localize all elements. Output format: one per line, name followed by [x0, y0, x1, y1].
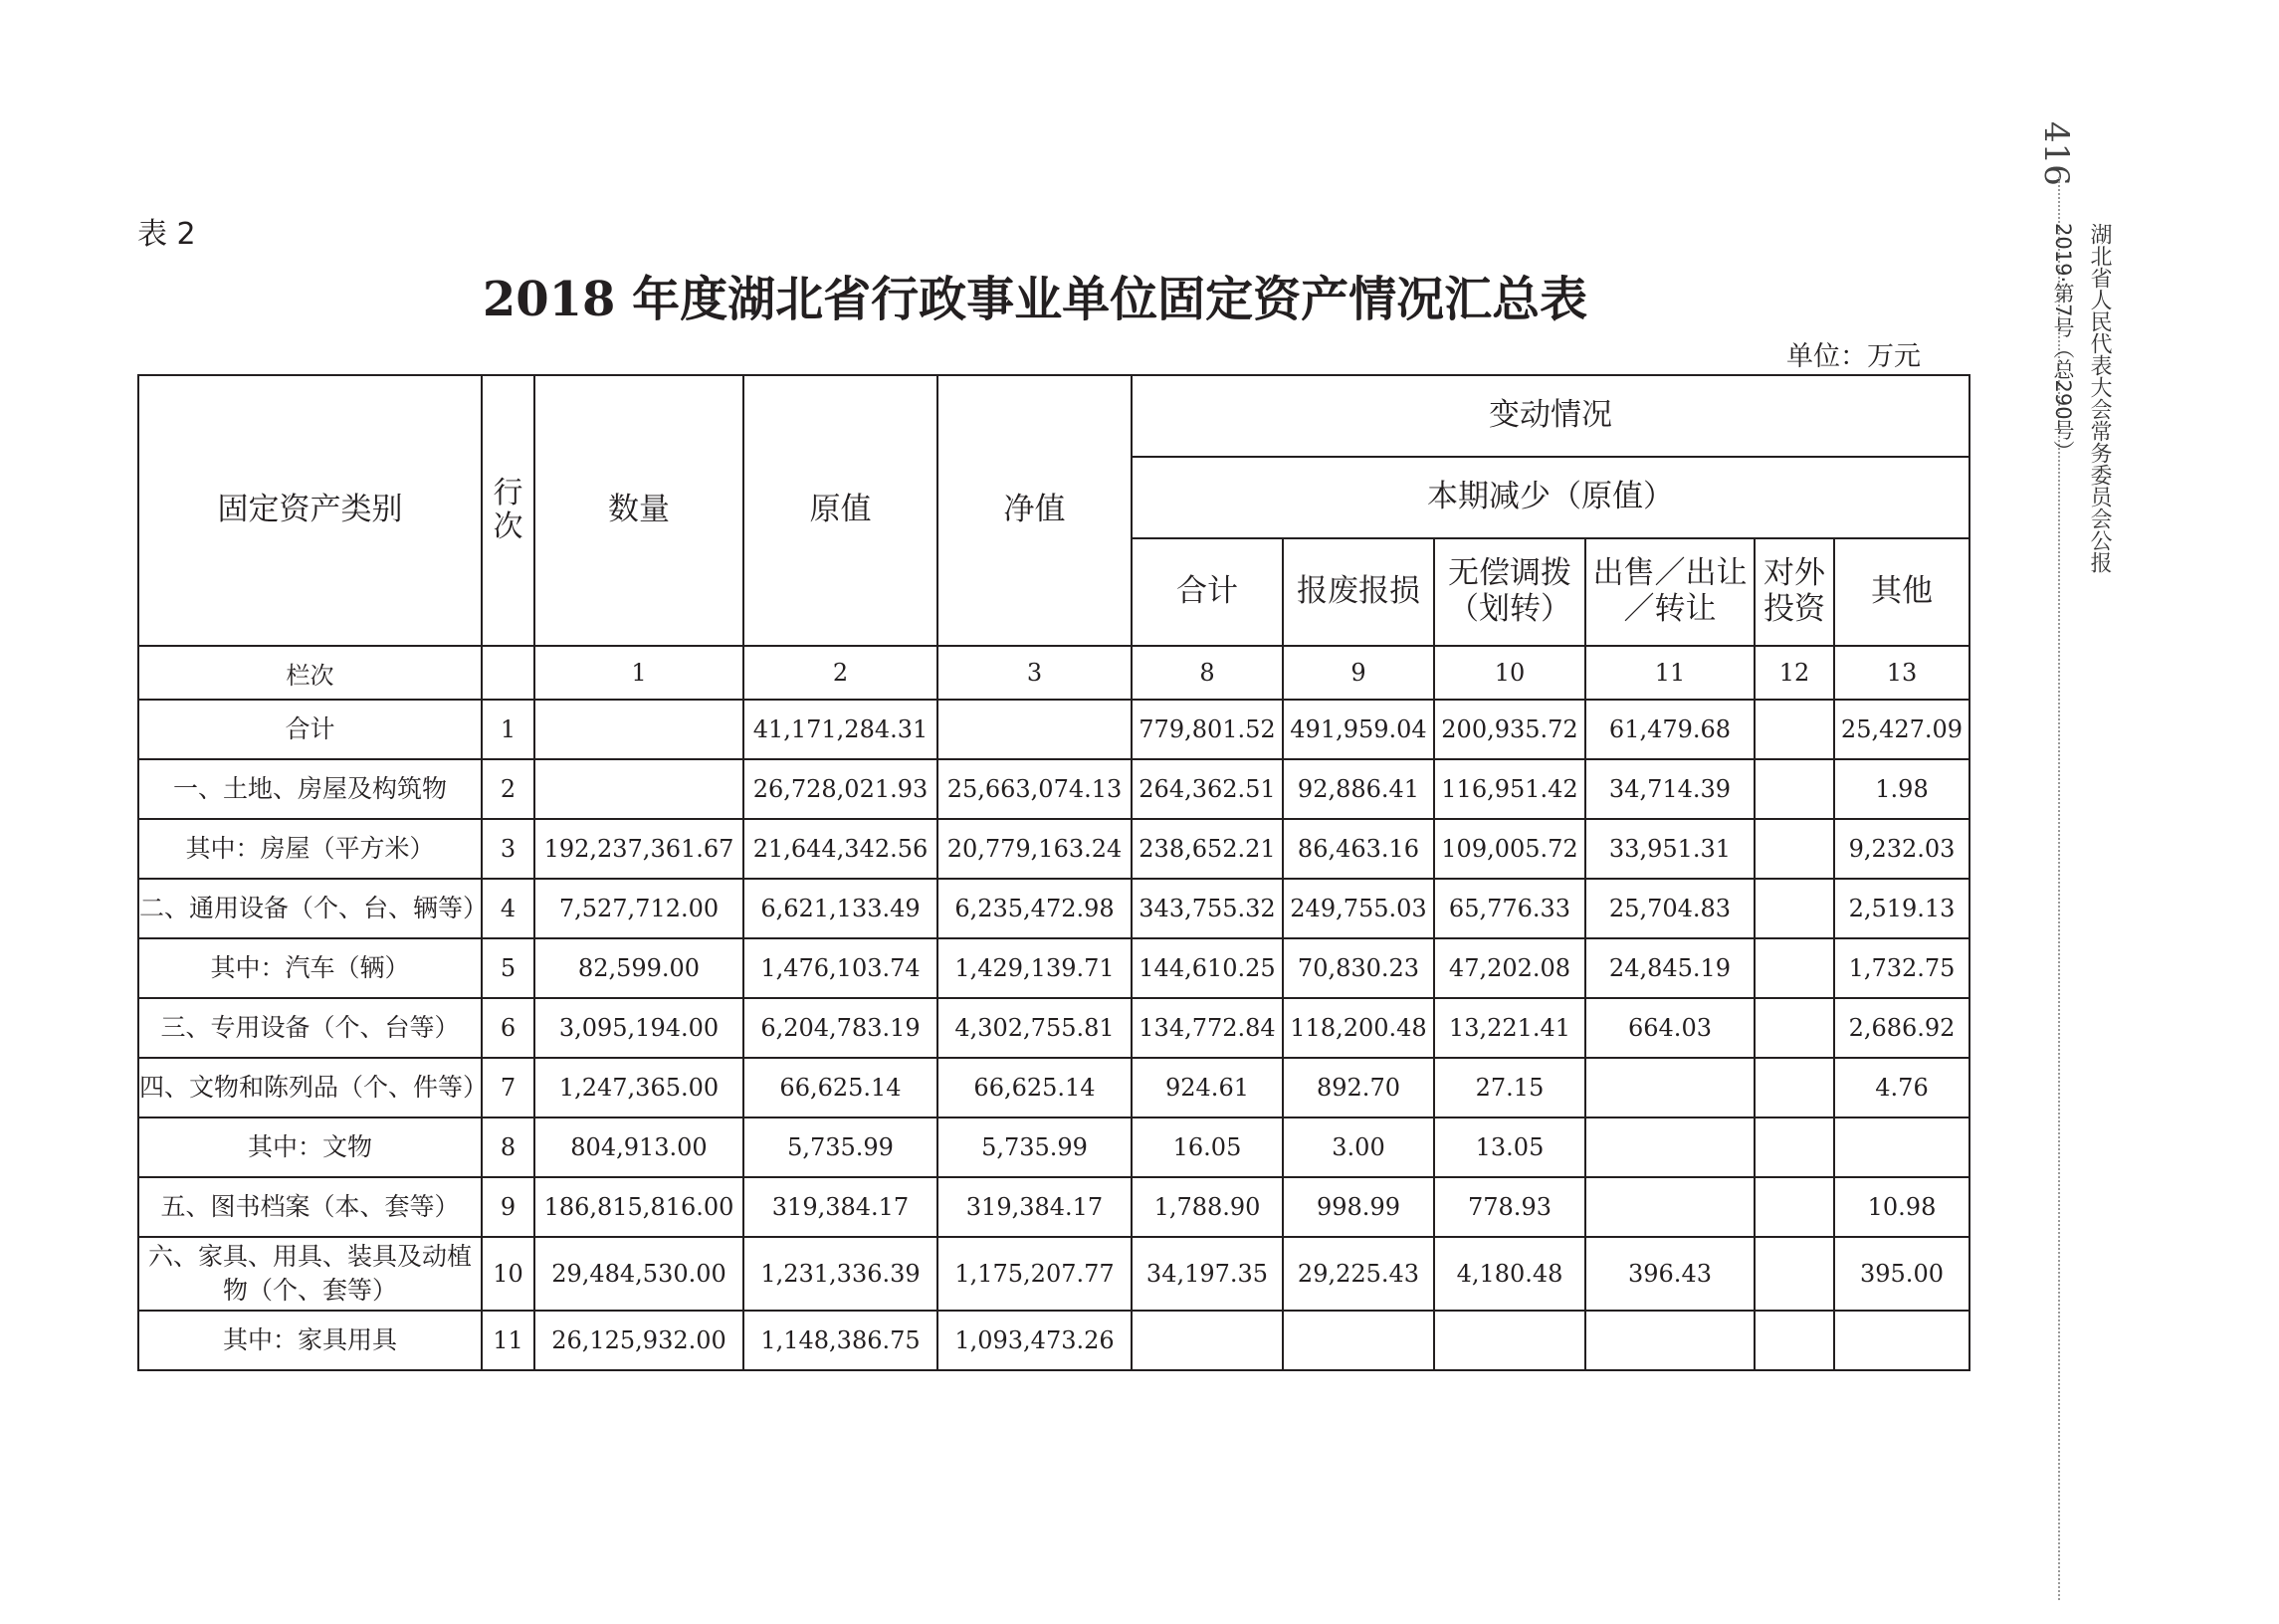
table-cell: 1,788.90	[1132, 1177, 1283, 1237]
table-cell: 1,148,386.75	[743, 1311, 937, 1370]
column-number-row	[138, 646, 1969, 700]
table-cell: 7,527,712.00	[534, 879, 743, 938]
table-cell	[1755, 1311, 1834, 1370]
table-cell	[1755, 759, 1834, 819]
table-cell: 343,755.32	[1132, 879, 1283, 938]
table-cell: 65,776.33	[1434, 879, 1585, 938]
table-row	[138, 819, 1969, 879]
table-cell: 2,686.92	[1834, 998, 1969, 1058]
table-cell: 8	[1132, 646, 1283, 700]
table-cell: 6	[482, 998, 534, 1058]
table-cell: 29,225.43	[1283, 1237, 1434, 1311]
table-cell: 二、通用设备（个、台、辆等）	[138, 879, 482, 938]
table-cell: 9	[1283, 646, 1434, 700]
table-cell: 21,644,342.56	[743, 819, 937, 879]
header-total: 合计	[1132, 538, 1283, 646]
table-cell: 11	[482, 1311, 534, 1370]
table-cell: 29,484,530.00	[534, 1237, 743, 1311]
header-change: 变动情况	[1132, 375, 1969, 457]
table-cell: 9,232.03	[1834, 819, 1969, 879]
table-cell: 1,231,336.39	[743, 1237, 937, 1311]
table-cell: 1,429,139.71	[937, 938, 1132, 998]
table-cell: 1,476,103.74	[743, 938, 937, 998]
table-row	[138, 700, 1969, 759]
table-cell: 10	[482, 1237, 534, 1311]
table-cell: 1,175,207.77	[937, 1237, 1132, 1311]
table-cell: 13	[1834, 646, 1969, 700]
table-row	[138, 1311, 1969, 1370]
table-label: 表 2	[137, 217, 196, 252]
table-cell: 24,845.19	[1585, 938, 1755, 998]
table-cell: 9	[482, 1177, 534, 1237]
page-title: 2018 年度湖北省行政事业单位固定资产情况汇总表	[482, 272, 1588, 327]
header-other: 其他	[1834, 538, 1969, 646]
header-original-value: 原值	[743, 375, 937, 646]
table-cell: 25,704.83	[1585, 879, 1755, 938]
table-cell: 61,479.68	[1585, 700, 1755, 759]
table-cell: 319,384.17	[937, 1177, 1132, 1237]
table-cell	[534, 700, 743, 759]
table-cell: 8	[482, 1117, 534, 1177]
table-cell	[1834, 1311, 1969, 1370]
table-cell	[937, 700, 1132, 759]
table-cell: 1,247,365.00	[534, 1058, 743, 1117]
table-cell	[1585, 1311, 1755, 1370]
header-quantity: 数量	[534, 375, 743, 646]
table-cell: 6,235,472.98	[937, 879, 1132, 938]
table-cell: 13.05	[1434, 1117, 1585, 1177]
table-cell	[1283, 1311, 1434, 1370]
table-cell: 5,735.99	[937, 1117, 1132, 1177]
table-cell: 924.61	[1132, 1058, 1283, 1117]
table-cell: 其中：家具用具	[138, 1311, 482, 1370]
table-row	[138, 1117, 1969, 1177]
table-row	[138, 1177, 1969, 1237]
table-cell	[1755, 998, 1834, 1058]
table-cell: 六、家具、用具、装具及动植物（个、套等）	[138, 1237, 482, 1311]
table-cell: 66,625.14	[743, 1058, 937, 1117]
table-cell: 264,362.51	[1132, 759, 1283, 819]
table-cell: 41,171,284.31	[743, 700, 937, 759]
table-cell: 92,886.41	[1283, 759, 1434, 819]
table-cell: 25,427.09	[1834, 700, 1969, 759]
table-cell: 16.05	[1132, 1117, 1283, 1177]
table-cell: 4	[482, 879, 534, 938]
table-cell: 34,197.35	[1132, 1237, 1283, 1311]
table-cell: 25,663,074.13	[937, 759, 1132, 819]
table-cell: 2	[743, 646, 937, 700]
page-number: 416	[2036, 121, 2076, 186]
header-sale: 出售／出让／转让	[1585, 538, 1755, 646]
table-cell	[1834, 1117, 1969, 1177]
table-cell	[1755, 1177, 1834, 1237]
table-cell: 66,625.14	[937, 1058, 1132, 1117]
table-cell: 12	[1755, 646, 1834, 700]
table-cell	[1755, 700, 1834, 759]
table-cell: 栏次	[138, 646, 482, 700]
table-cell: 2,519.13	[1834, 879, 1969, 938]
table-cell: 1	[534, 646, 743, 700]
table-cell: 3	[937, 646, 1132, 700]
table-cell: 33,951.31	[1585, 819, 1755, 879]
table-cell	[482, 646, 534, 700]
table-cell: 5	[482, 938, 534, 998]
table-cell: 70,830.23	[1283, 938, 1434, 998]
table-cell: 395.00	[1834, 1237, 1969, 1311]
table-cell: 109,005.72	[1434, 819, 1585, 879]
table-cell: 116,951.42	[1434, 759, 1585, 819]
header-category: 固定资产类别	[138, 375, 482, 646]
table-cell: 1.98	[1834, 759, 1969, 819]
table-cell: 491,959.04	[1283, 700, 1434, 759]
journal-name: 湖北省人民代表大会常务委员会公报	[2087, 223, 2112, 573]
table-cell: 319,384.17	[743, 1177, 937, 1237]
table-cell: 一、土地、房屋及构筑物	[138, 759, 482, 819]
table-cell: 6,204,783.19	[743, 998, 937, 1058]
table-cell: 1,093,473.26	[937, 1311, 1132, 1370]
table-row	[138, 879, 1969, 938]
table-cell: 6,621,133.49	[743, 879, 937, 938]
table-cell: 11	[1585, 646, 1755, 700]
table-cell: 192,237,361.67	[534, 819, 743, 879]
table-cell: 3,095,194.00	[534, 998, 743, 1058]
table-cell: 4,302,755.81	[937, 998, 1132, 1058]
table-cell	[1755, 1237, 1834, 1311]
table-cell: 四、文物和陈列品（个、件等）	[138, 1058, 482, 1117]
table-cell	[1585, 1058, 1755, 1117]
table-cell: 779,801.52	[1132, 700, 1283, 759]
table-cell	[1755, 1058, 1834, 1117]
table-cell	[1585, 1177, 1755, 1237]
table-cell: 10.98	[1834, 1177, 1969, 1237]
header-transfer: 无偿调拨（划转）	[1434, 538, 1585, 646]
table-cell: 186,815,816.00	[534, 1177, 743, 1237]
issue-number: 2019·第7号（总290号）	[2051, 223, 2075, 462]
table-row	[138, 1058, 1969, 1117]
table-row	[138, 759, 1969, 819]
table-cell	[1132, 1311, 1283, 1370]
table-cell: 892.70	[1283, 1058, 1434, 1117]
table-cell: 804,913.00	[534, 1117, 743, 1177]
header-scrap: 报废报损	[1283, 538, 1434, 646]
table-cell: 2	[482, 759, 534, 819]
fixed-assets-table	[137, 374, 1970, 1371]
table-cell: 3.00	[1283, 1117, 1434, 1177]
table-cell	[1755, 938, 1834, 998]
table-row	[138, 998, 1969, 1058]
table-cell	[534, 759, 743, 819]
table-cell: 778.93	[1434, 1177, 1585, 1237]
table-cell	[1755, 879, 1834, 938]
table-cell	[1755, 819, 1834, 879]
table-cell: 其中：文物	[138, 1117, 482, 1177]
table-cell: 998.99	[1283, 1177, 1434, 1237]
table-cell: 7	[482, 1058, 534, 1117]
header-decrease: 本期减少（原值）	[1132, 457, 1969, 538]
table-cell: 134,772.84	[1132, 998, 1283, 1058]
table-cell: 20,779,163.24	[937, 819, 1132, 879]
table-cell	[1585, 1117, 1755, 1177]
table-cell: 82,599.00	[534, 938, 743, 998]
table-cell: 三、专用设备（个、台等）	[138, 998, 482, 1058]
table-cell: 27.15	[1434, 1058, 1585, 1117]
header-row-no: 行次	[482, 375, 534, 646]
table-cell: 47,202.08	[1434, 938, 1585, 998]
table-row	[138, 1237, 1969, 1311]
table-cell: 26,125,932.00	[534, 1311, 743, 1370]
table-cell: 238,652.21	[1132, 819, 1283, 879]
table-cell: 1	[482, 700, 534, 759]
table-cell: 144,610.25	[1132, 938, 1283, 998]
table-cell: 五、图书档案（本、套等）	[138, 1177, 482, 1237]
table-cell: 合计	[138, 700, 482, 759]
table-cell: 249,755.03	[1283, 879, 1434, 938]
table-cell: 664.03	[1585, 998, 1755, 1058]
table-cell: 4.76	[1834, 1058, 1969, 1117]
table-cell: 3	[482, 819, 534, 879]
table-cell: 118,200.48	[1283, 998, 1434, 1058]
table-cell: 200,935.72	[1434, 700, 1585, 759]
table-cell: 26,728,021.93	[743, 759, 937, 819]
table-row	[138, 938, 1969, 998]
table-cell: 1,732.75	[1834, 938, 1969, 998]
table-cell: 396.43	[1585, 1237, 1755, 1311]
table-cell	[1755, 1117, 1834, 1177]
table-cell: 其中：房屋（平方米）	[138, 819, 482, 879]
table-cell	[1434, 1311, 1585, 1370]
header-net-value: 净值	[937, 375, 1132, 646]
header-investment: 对外投资	[1755, 538, 1834, 646]
table-cell: 13,221.41	[1434, 998, 1585, 1058]
table-cell: 10	[1434, 646, 1585, 700]
table-cell: 86,463.16	[1283, 819, 1434, 879]
unit-label: 单位：万元	[1786, 341, 1921, 372]
table-cell: 4,180.48	[1434, 1237, 1585, 1311]
page-sidebar	[2032, 121, 2142, 1594]
table-cell: 其中：汽车（辆）	[138, 938, 482, 998]
table-cell: 5,735.99	[743, 1117, 937, 1177]
table-cell: 34,714.39	[1585, 759, 1755, 819]
